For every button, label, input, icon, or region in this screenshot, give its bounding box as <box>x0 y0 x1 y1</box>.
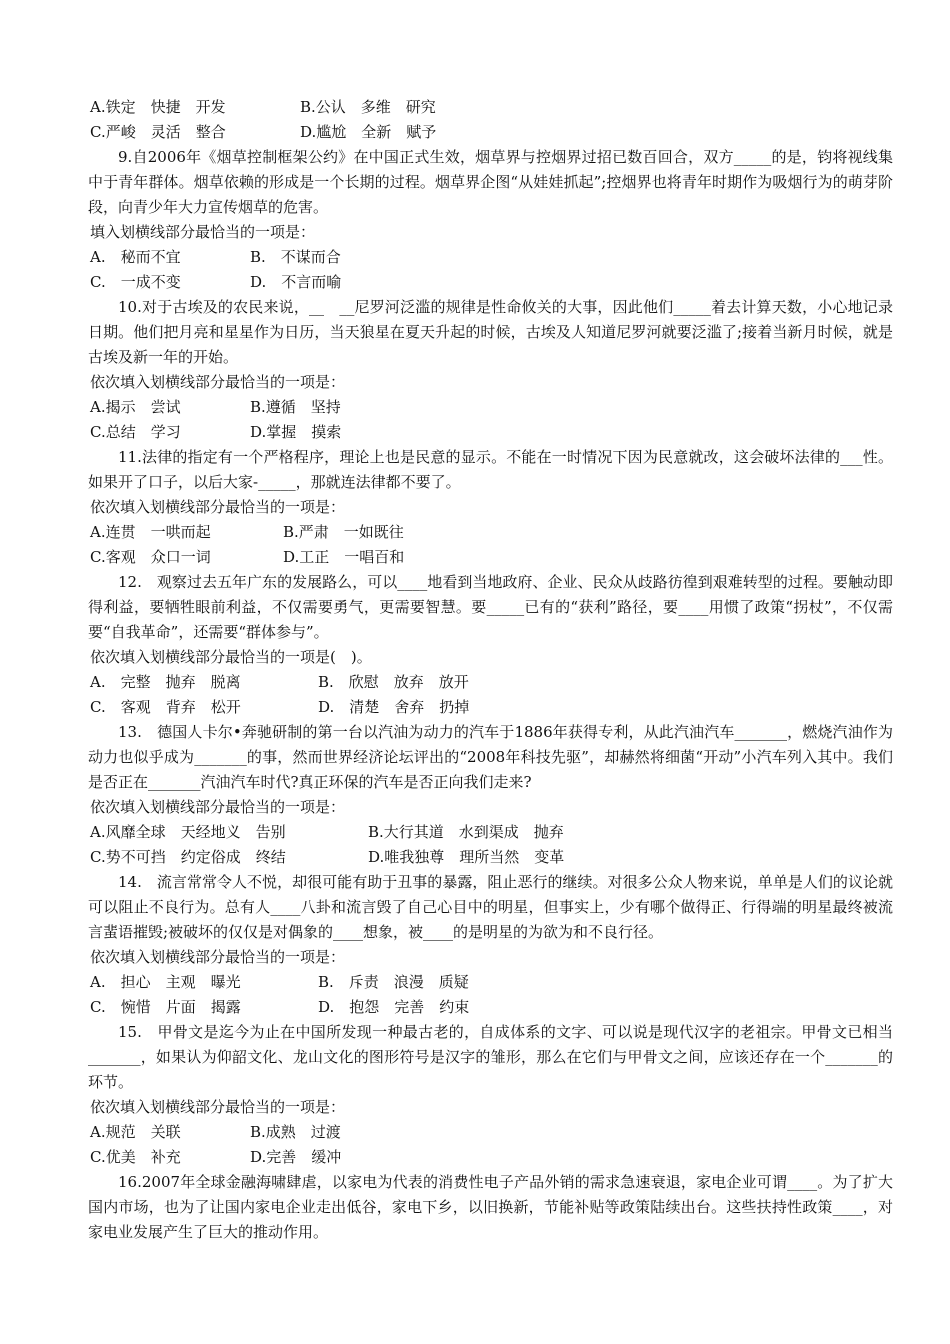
question-prompt: 依次填入划横线部分最恰当的一项是( )。 <box>90 648 372 666</box>
question-stem: 16.2007年全球金融海啸肆虐，以家电为代表的消费性电子产品外销的需求急速衰退，家电企业可谓____。为了扩大国内市场，也为了让国内家电企业走出低谷，家电下乡，以旧换新，节能补贴等政策陆续出台。这些扶持性政策____，对家电业发展产生了巨大的推动作用。 <box>88 1173 893 1241</box>
option-c: C.优美 补充 <box>90 1148 181 1166</box>
question-prompt: 依次填入划横线部分最恰当的一项是： <box>90 373 346 391</box>
options-list <box>90 970 893 1020</box>
question-14 <box>88 870 893 1020</box>
question-9 <box>88 145 893 295</box>
option-d: D.掌握 摸索 <box>250 423 342 441</box>
option-b: B. 不谋而合 <box>250 248 341 266</box>
question-stem: 10.对于古埃及的农民来说，__ __尼罗河泛滥的规律是性命攸关的大事，因此他们_____着去计算天数，小心地记录日期。他们把月亮和星星作为日历，当天狼星在夏天升起的时候，古埃及人知道尼罗河就要泛滥了;接着当新月时候，就是古埃及新一年的开始。 <box>88 298 893 366</box>
question-stem: 13. 德国人卡尔•奔驰研制的第一台以汽油为动力的汽车于1886年获得专利，从此汽油汽车_______，燃烧汽油作为动力也似乎成为_______的事，然而世界经济论坛评出的“2008年科技先驱”，却赫然将细菌“开动”小汽车列入其中。我们是否正在_______汽油汽车时代?真正环保的汽车是否正向我们走来? <box>88 723 893 791</box>
option-d: D. 不言而喻 <box>250 273 342 291</box>
option-c: C.严峻 灵活 整合 <box>90 123 226 141</box>
option-c: C. 一成不变 <box>90 273 181 291</box>
document-page <box>88 95 893 1245</box>
question-stem: 15. 甲骨文是迄今为止在中国所发现一种最古老的，自成体系的文字、可以说是现代汉字的老祖宗。甲骨文已相当_______，如果认为仰韶文化、龙山文化的图形符号是汉字的雏形，那么在它们与甲骨文之间，应该还存在一个_______的环节。 <box>88 1023 893 1091</box>
option-c: C.势不可挡 约定俗成 终结 <box>90 848 286 866</box>
option-a: A.规范 关联 <box>90 1123 181 1141</box>
option-d: D. 清楚 舍弃 扔掉 <box>318 698 470 716</box>
option-a: A.连贯 一哄而起 <box>90 523 211 541</box>
options-list <box>90 1120 893 1170</box>
option-a: A.揭示 尝试 <box>90 398 181 416</box>
option-c: C.客观 众口一词 <box>90 548 211 566</box>
question-10 <box>88 295 893 445</box>
option-a: A. 担心 主观 曝光 <box>90 973 241 991</box>
option-b: B.公认 多维 研究 <box>300 98 436 116</box>
option-b: B. 欣慰 放弃 放开 <box>318 673 469 691</box>
option-a: A. 完整 抛弃 脱离 <box>90 673 241 691</box>
option-c: C.总结 学习 <box>90 423 181 441</box>
question-stem: 9.自2006年《烟草控制框架公约》在中国正式生效，烟草界与控烟界过招已数百回合，双方_____的是，钧将视线集中于青年群体。烟草依赖的形成是一个长期的过程。烟草界企图“从娃娃抓起”;控烟界也将青年时期作为吸烟行为的萌芽阶段，向青少年大力宣传烟草的危害。 <box>88 148 893 216</box>
option-c: C. 客观 背弃 松开 <box>90 698 241 716</box>
question-prompt: 依次填入划横线部分最恰当的一项是： <box>90 1098 346 1116</box>
question-prompt: 依次填入划横线部分最恰当的一项是： <box>90 498 346 516</box>
options-list <box>90 820 893 870</box>
options-list <box>90 520 893 570</box>
question-prompt: 填入划横线部分最恰当的一项是： <box>90 223 316 241</box>
question-13 <box>88 720 893 870</box>
options-list <box>90 245 893 295</box>
question-11 <box>88 445 893 570</box>
option-b: B.大行其道 水到渠成 抛弃 <box>368 823 564 841</box>
option-d: D.工正 一唱百和 <box>283 548 405 566</box>
options-list <box>90 95 893 145</box>
question-8 <box>88 95 893 145</box>
question-16 <box>88 1170 893 1245</box>
question-15 <box>88 1020 893 1170</box>
option-a: A. 秘而不宜 <box>90 248 181 266</box>
option-d: D.唯我独尊 理所当然 变革 <box>368 848 565 866</box>
option-b: B. 斥责 浪漫 质疑 <box>318 973 469 991</box>
question-prompt: 依次填入划横线部分最恰当的一项是： <box>90 948 346 966</box>
option-d: D.完善 缓冲 <box>250 1148 342 1166</box>
question-stem: 12. 观察过去五年广东的发展路么，可以____地看到当地政府、企业、民众从歧路彷徨到艰难转型的过程。要触动即得利益，要牺牲眼前利益，不仅需要勇气，更需要智慧。要_____已有的“获利”路径，要____用惯了政策“拐杖”，不仅需要“自我革命”，还需要“群体参与”。 <box>88 573 893 641</box>
options-list <box>90 670 893 720</box>
question-prompt: 依次填入划横线部分最恰当的一项是： <box>90 798 346 816</box>
question-stem: 11.法律的指定有一个严格程序，理论上也是民意的显示。不能在一时情况下因为民意就改，这会破坏法律的___性。如果开了口子，以后大家-_____，那就连法律都不要了。 <box>88 448 893 491</box>
option-d: D.尴尬 全新 赋予 <box>300 123 437 141</box>
question-stem: 14. 流言常常令人不悦，却很可能有助于丑事的暴露，阻止恶行的继续。对很多公众人物来说，单单是人们的议论就可以阻止不良行为。总有人____八卦和流言毁了自己心目中的明星，但事实上，少有哪个做得正、行得端的明星最终被流言蜚语摧毁;被破坏的仅仅是对偶象的____想象，被____的是明星的为欲为和不良行径。 <box>88 873 893 941</box>
option-c: C. 惋惜 片面 揭露 <box>90 998 241 1016</box>
options-list <box>90 395 893 445</box>
option-b: B.成熟 过渡 <box>250 1123 341 1141</box>
option-a: A.铁定 快捷 开发 <box>90 98 226 116</box>
option-d: D. 抱怨 完善 约束 <box>318 998 470 1016</box>
option-b: B.遵循 坚持 <box>250 398 341 416</box>
question-12 <box>88 570 893 720</box>
option-b: B.严肃 一如既往 <box>283 523 404 541</box>
option-a: A.风靡全球 天经地义 告别 <box>90 823 286 841</box>
